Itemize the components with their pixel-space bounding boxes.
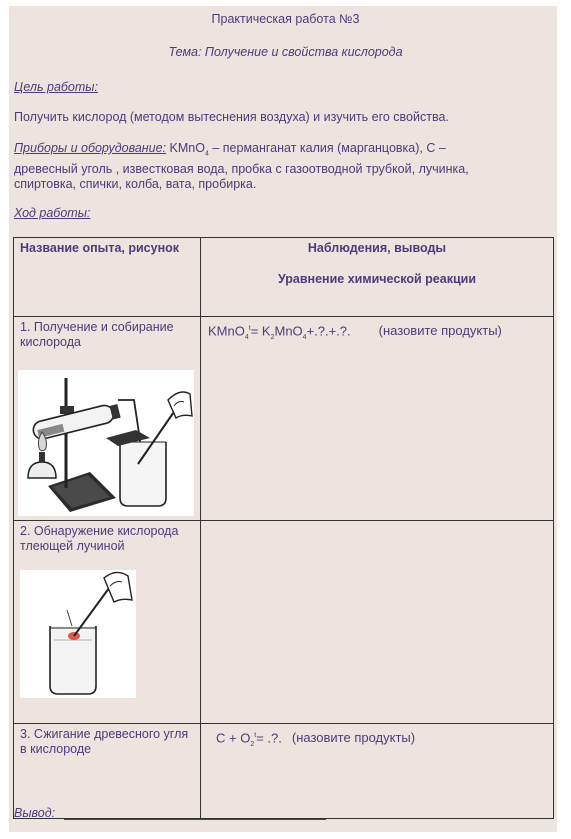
experiment-3-equation: $C + O_2^t=$ .?. (назовите продукты) xyxy=(216,730,416,748)
conclusion-answer-line[interactable] xyxy=(64,819,326,820)
oxygen-generation-apparatus-illustration xyxy=(18,370,194,516)
equipment-text-line3: спиртовка, спички, колба, вата, пробирка. xyxy=(14,176,257,191)
experiment-2-name: 2. Обнаружение кислорода тлеющей лучиной xyxy=(20,524,179,553)
experiment-1-name: 1. Получение и собирание кислорода xyxy=(20,320,174,349)
equipment-formula: KMnO$_4$ xyxy=(169,141,209,158)
experiment-3-observations xyxy=(201,724,554,819)
table-row xyxy=(14,724,554,819)
table-row xyxy=(14,317,554,521)
experiment-2-observations xyxy=(201,521,554,724)
equipment-paragraph xyxy=(14,141,544,192)
experiment-1-note: (назовите продукты) xyxy=(378,323,502,339)
conclusion-label: Вывод: xyxy=(14,806,56,820)
experiment-1-cell xyxy=(14,317,201,521)
experiment-1-observations xyxy=(201,317,554,521)
worksheet-title: Практическая работа №3 xyxy=(211,12,360,26)
experiments-table xyxy=(13,237,554,819)
equipment-heading: Приборы и оборудование: xyxy=(14,141,167,155)
table-header-row xyxy=(14,238,554,317)
worksheet-topic: Тема: Получение и свойства кислорода xyxy=(168,45,403,59)
experiment-2-cell xyxy=(14,521,201,724)
column-header-name: Название опыта, рисунок xyxy=(14,238,201,317)
goal-text: Получить кислород (методом вытеснения воздуха) и изучить его свойства. xyxy=(14,110,449,124)
experiment-1-equation: KMnO$_4^t$= $K_2MnO_4+.?.+$.?. (назовите продукты) xyxy=(208,323,502,341)
experiment-3-name: 3. Сжигание древесного угля в кислороде xyxy=(20,727,189,756)
smoldering-splint-test-illustration xyxy=(20,570,136,698)
table-row xyxy=(14,521,554,724)
experiment-3-note: (назовите продукты) xyxy=(291,730,416,746)
experiment-3-cell xyxy=(14,724,201,819)
column-header-observations: Наблюдения, выводы Уравнение химической реакции xyxy=(201,238,554,317)
equipment-text-line2: древесный уголь , известковая вода, пробка с газоотводной трубкой, лучинка, xyxy=(14,161,469,176)
equipment-text-line1: – перманганат калия (марганцовка), С – xyxy=(208,141,446,155)
procedure-heading: Ход работы: xyxy=(14,206,91,220)
goal-heading: Цель работы: xyxy=(14,80,98,94)
